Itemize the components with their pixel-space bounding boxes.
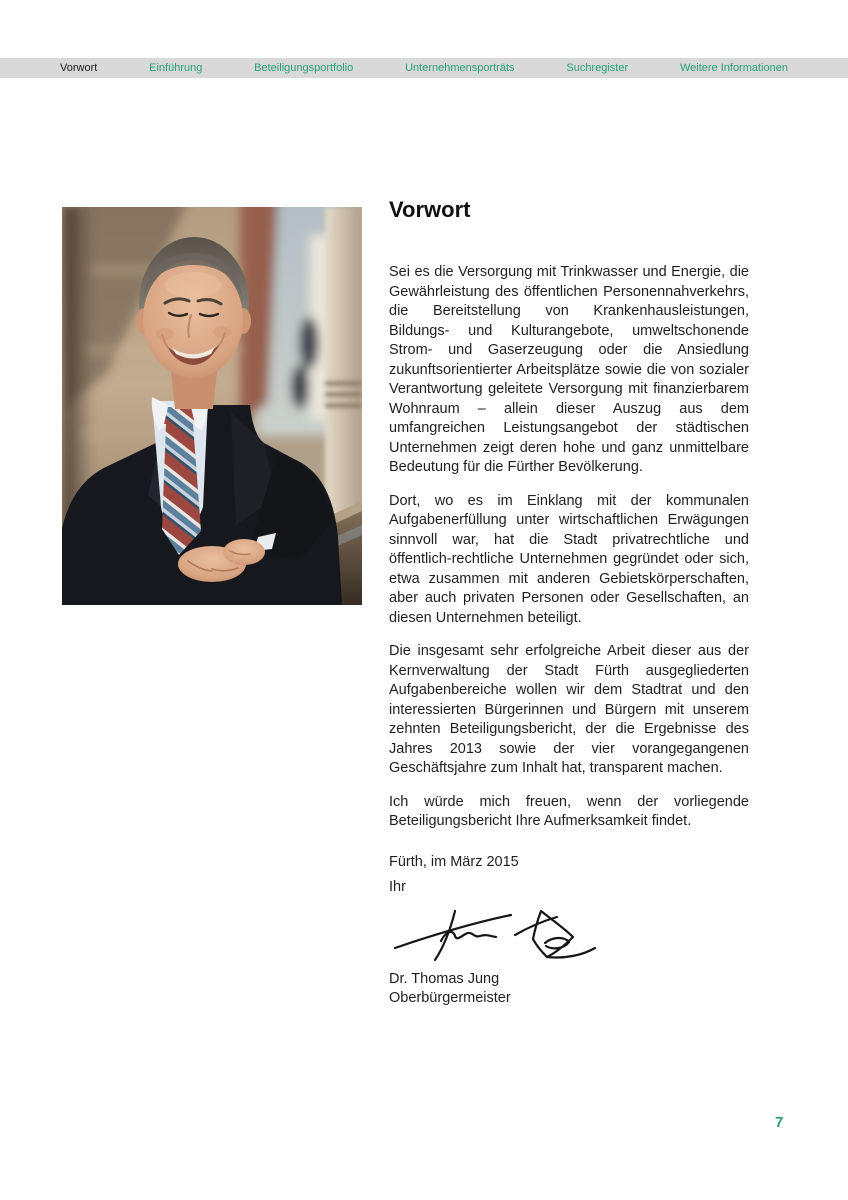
main-content — [389, 197, 749, 1009]
paragraph-1: Sei es die Versorgung mit Trinkwasser und Energie, die Gewährleistung des öffentlichen Personennahverkehrs, die Bereitstellung von Krankenhausleistungen, Bildungs- und Kulturangebote, umweltschonende Strom- und Gaserzeugung oder die Ansiedlung zukunftsorientierter Arbeitsplätze sowie die von sozialer Verantwortung geleitete Versorgung mit finanzierbarem Wohnraum – allein dieser Auszug aus dem umfangreichen Leistungsangebot der städtischen Unternehmen zeigt deren hohe und ganz unmittelbare Bedeutung für die Fürther Bevölkerung. — [389, 264, 749, 475]
signatory-title: Oberbürgermeister — [389, 990, 511, 1006]
nav-item-weitere-informationen[interactable]: Weitere Informationen — [679, 62, 788, 74]
nav-item-unternehmensportraets[interactable]: Unternehmensporträts — [405, 62, 515, 74]
nav-item-beteiligungsportfolio[interactable]: Beteiligungsportfolio — [254, 62, 354, 74]
portrait-photo-graphic — [62, 207, 362, 605]
page-number: 7 — [775, 1114, 784, 1131]
salutation: Ihr — [389, 879, 406, 895]
paragraph-3: Die insgesamt sehr erfolgreiche Arbeit dieser aus der Kernverwaltung der Stadt Fürth ausgegliederten Aufgabenbereiche wollen wir dem Stadtrat und den interessierten Bürgerinnen und Bürgern mit unserem zehnten Beteiligungsbericht, der die Ergebnisse des Jahres 2013 sowie der vier vorangegangenen Geschäftsjahre zum Inhalt hat, transparent machen. — [389, 643, 749, 776]
date-line: Fürth, im März 2015 — [389, 853, 519, 870]
nav-item-einfuehrung[interactable]: Einführung — [149, 62, 203, 74]
paragraph-2: Dort, wo es im Einklang mit der kommunalen Aufgabenerfüllung unter wirtschaftlichen Erwägungen sinnvoll war, hat die Stadt privatrechtliche und öffentlich-rechtliche Unternehmen gegründet oder sich, etwa zusammen mit anderen Gebietskörperschaften, aber auch privaten Personen oder Gesellschaften, an diesen Unternehmen beteiligt. — [389, 492, 749, 626]
top-navigation-bar — [0, 58, 848, 78]
page-title: Vorwort — [389, 197, 471, 222]
portrait-photo — [62, 207, 362, 605]
nav-item-suchregister[interactable]: Suchregister — [566, 62, 629, 74]
nav-item-vorwort[interactable]: Vorwort — [60, 62, 98, 74]
signature-graphic — [389, 902, 599, 964]
paragraph-4: Ich würde mich freuen, wenn der vorliegende Beteiligungsbericht Ihre Aufmerksamkeit findet. — [389, 793, 749, 829]
signatory-name: Dr. Thomas Jung — [389, 970, 500, 987]
